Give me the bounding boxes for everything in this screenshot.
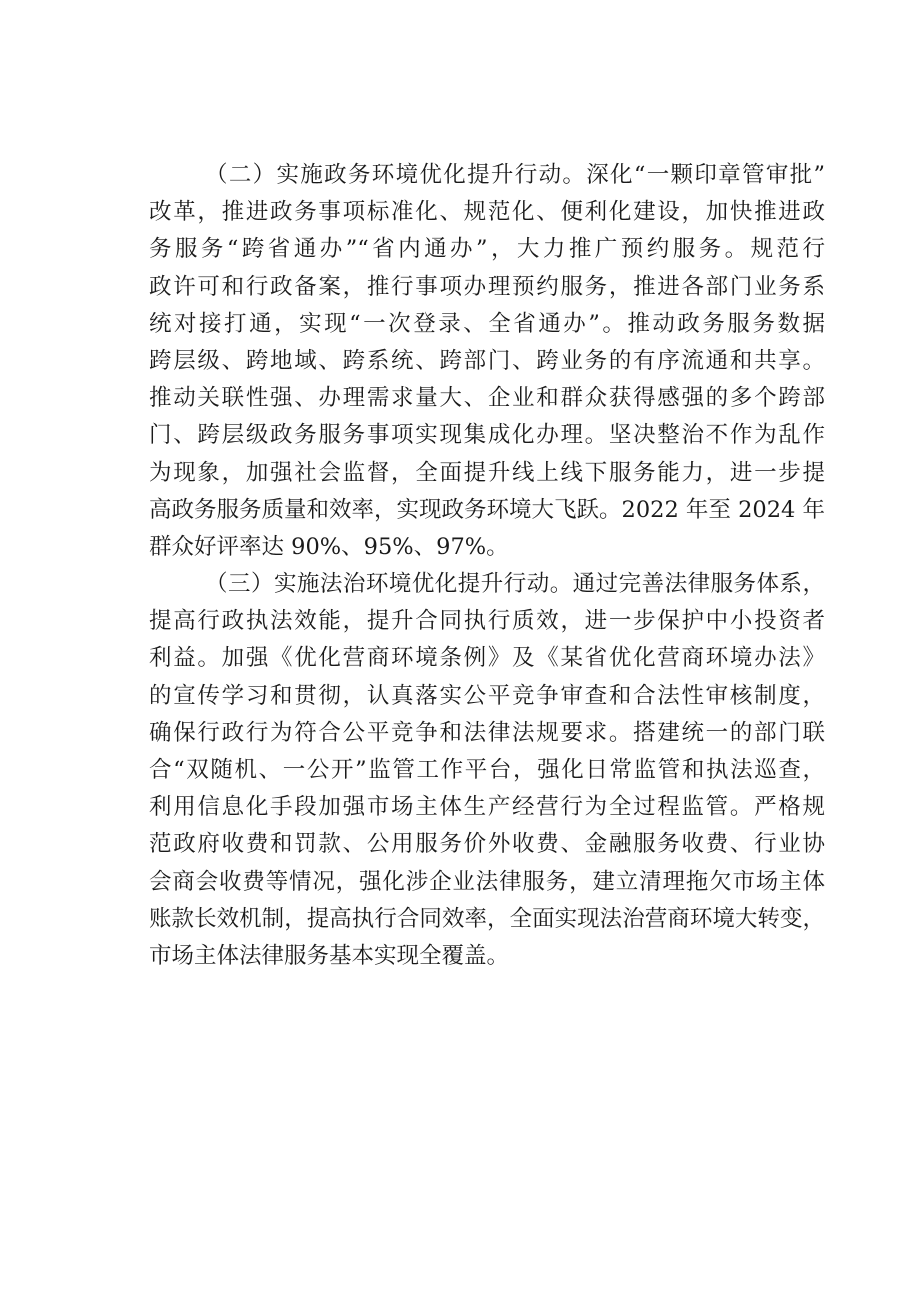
document-body bbox=[149, 157, 825, 975]
paragraph-line: （三）实施法治环境优化提升行动。通过完善法律服务体系， bbox=[205, 571, 825, 598]
paragraph-line: 改革，推进政务事项标准化、规范化、便利化建设，加快推进政 bbox=[149, 199, 825, 226]
paragraph-line: 提高行政执法效能，提升合同执行质效，进一步保护中小投资者 bbox=[149, 608, 825, 635]
paragraph-line: 范政府收费和罚款、公用服务价外收费、金融服务收费、行业协 bbox=[149, 831, 825, 858]
paragraph-rule-of-law bbox=[149, 566, 825, 975]
paragraph-line: 会商会收费等情况，强化涉企业法律服务，建立清理拖欠市场主体 bbox=[149, 868, 825, 895]
paragraph-line: 政许可和行政备案，推行事项办理预约服务，推进各部门业务系 bbox=[149, 273, 825, 300]
paragraph-line: 利用信息化手段加强市场主体生产经营行为全过程监管。严格规 bbox=[149, 794, 825, 821]
paragraph-line: 利益。加强《优化营商环境条例》及《某省优化营商环境办法》 bbox=[149, 645, 825, 672]
paragraph-line: 账款长效机制，提高执行合同效率，全面实现法治营商环境大转变， bbox=[149, 905, 825, 932]
paragraph-line: 门、跨层级政务服务事项实现集成化办理。坚决整治不作为乱作 bbox=[149, 422, 825, 449]
paragraph-line: 合“双随机、一公开”监管工作平台，强化日常监管和执法巡查， bbox=[149, 757, 825, 783]
paragraph-line: 务服务“跨省通办”“省内通办”，大力推广预约服务。规范行 bbox=[149, 236, 825, 263]
paragraph-line: 的宣传学习和贯彻，认真落实公平竞争审查和合法性审核制度， bbox=[149, 682, 825, 709]
paragraph-line: 确保行政行为符合公平竞争和法律法规要求。搭建统一的部门联 bbox=[149, 719, 825, 746]
paragraph-line: （二）实施政务环境优化提升行动。深化“一颗印章管审批” bbox=[205, 162, 825, 188]
paragraph-line: 统对接打通，实现“一次登录、全省通办”。推动政务服务数据 bbox=[149, 310, 825, 337]
paragraph-line: 市场主体法律服务基本实现全覆盖。 bbox=[149, 942, 510, 969]
paragraph-line: 推动关联性强、办理需求量大、企业和群众获得感强的多个跨部 bbox=[149, 385, 825, 412]
paragraph-line: 跨层级、跨地域、跨系统、跨部门、跨业务的有序流通和共享。 bbox=[149, 347, 825, 374]
paragraph-government-affairs bbox=[149, 157, 825, 566]
paragraph-line: 为现象，加强社会监督，全面提升线上线下服务能力，进一步提 bbox=[149, 459, 825, 486]
paragraph-line: 群众好评率达 90%、95%、97%。 bbox=[149, 533, 509, 560]
paragraph-line: 高政务服务质量和效率，实现政务环境大飞跃。2022 年至 2024 年 bbox=[149, 496, 825, 523]
